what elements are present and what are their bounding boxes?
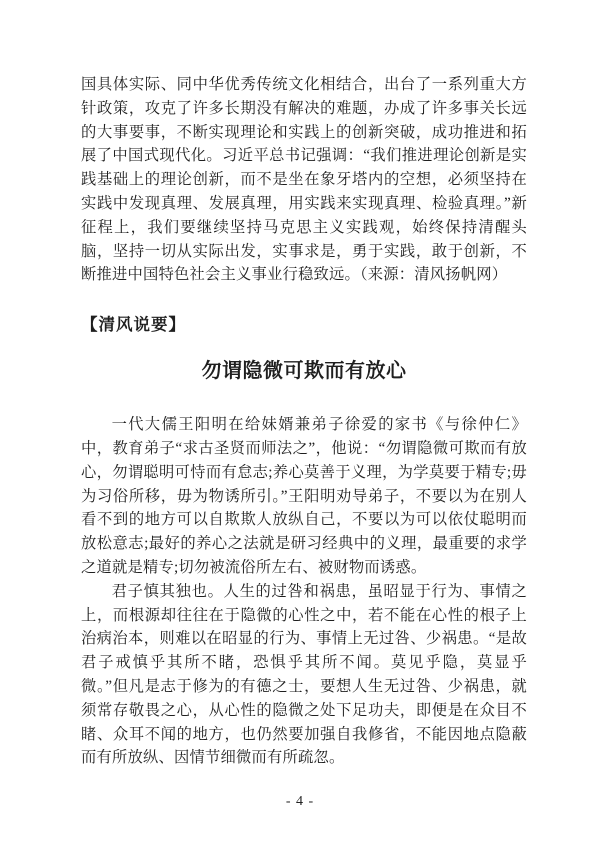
- page-number: - 4 -: [285, 794, 315, 809]
- paragraph-continuation: 国具体实际、同中华优秀传统文化相结合，出台了一系列重大方针政策，攻克了许多长期没有解决的难题，办成了许多事关长远的大事要事，不断实现理论和实践上的创新突破，成功推进和拓展了中国式现代化。习近平总书记强调：“我们推进理论创新是实践基础上的理论创新，而不是坐在象牙塔内的空想，必须坚持在实践中发现真理、发展真理，用实践来实现真理、检验真理。”新征程上，我们要继续坚持马克思主义实践观，始终保持清醒头脑，坚持一切从实际出发，实事求是，勇于实践，敢于创新，不断推进中国特色社会主义事业行稳致远。（来源：清风扬帆网）: [81, 76, 527, 284]
- article-title: 勿谓隐微可欺而有放心: [201, 360, 407, 383]
- section-label: 【清风说要】: [81, 315, 186, 335]
- paragraph-wang-yangming: 一代大儒王阳明在给妹婿兼弟子徐爱的家书《与徐仲仁》中，教育弟子“求古圣贤而师法之”，他说：“勿谓隐微可欺而有放心，勿谓聪明可恃而有怠志;养心莫善于义理，为学莫要于精专;毋为习俗所移，毋为物诱所引。”王阳明劝导弟子，不要以为在别人看不到的地方可以自欺欺人放纵自己，不要以为可以依仗聪明而放松意志;最好的养心之法就是研习经典中的义理，最重要的求学之道就是精专;切勿被流俗所左右、被财物而诱惑。: [81, 416, 527, 576]
- document-text-block: [81, 73, 527, 770]
- paragraph-shenqidu: 君子慎其独也。人生的过咎和祸患，虽昭显于行为、事情之上，而根源却往往在于隐微的心性之中，若不能在心性的根子上治病治本，则难以在昭显的行为、事情上无过咎、少祸患。“是故君子戒慎乎其所不睹，恐惧乎其所不闻。莫见乎隐，莫显乎微。”但凡是志于修为的有德之士，要想人生无过咎、少祸患，就须常存敬畏之心，从心性的隐微之处下足功夫，即便是在众目不睹、众耳不闻的地方，也仍然要加强自我修省，不能因地点隐蔽而有所放纵、因情节细微而有所疏忽。: [81, 582, 527, 767]
